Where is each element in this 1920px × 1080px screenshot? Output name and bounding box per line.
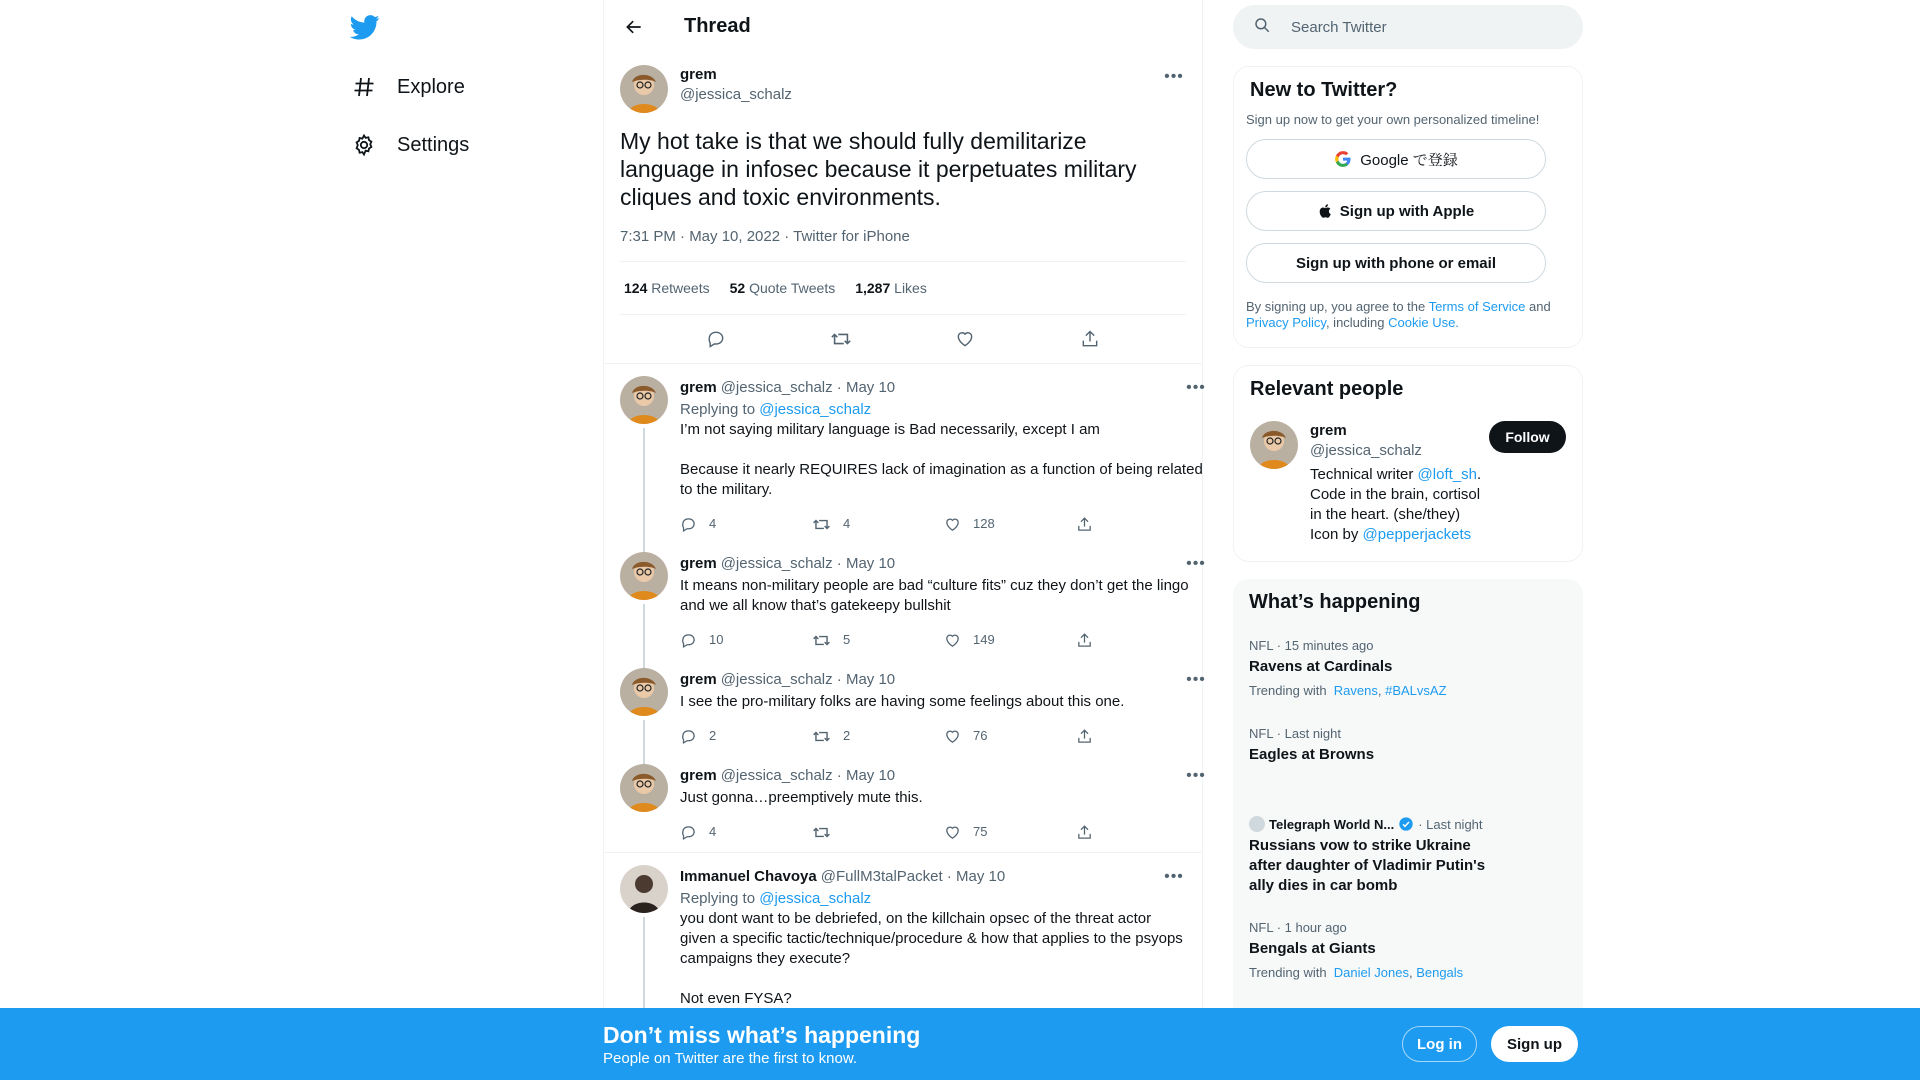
apple-signup-label: Sign up with Apple [1339, 202, 1475, 220]
reply-handle-date[interactable]: @jessica_schalz · May 10 [720, 379, 896, 396]
likes-stat[interactable]: 1,287 Likes [855, 280, 927, 296]
avatar[interactable] [620, 376, 668, 424]
tweet-stats [620, 262, 1186, 315]
share-button[interactable] [1076, 632, 1208, 649]
retweet-button[interactable]: 2 [812, 726, 944, 746]
reply-author-name[interactable]: Immanuel Chavoya [680, 868, 817, 885]
trend-title: Eagles at Browns [1249, 746, 1375, 763]
tweet-timestamp[interactable]: 7:31 PM · May 10, 2022 · Twitter for iPhone [620, 228, 1186, 262]
retweet-button[interactable] [812, 823, 944, 842]
gear-icon [351, 132, 377, 158]
signup-card [1233, 66, 1583, 348]
retweet-icon [812, 631, 831, 650]
trend-meta: NFL · Last night [1249, 726, 1342, 741]
phone-email-signup-label: Sign up with phone or email [1295, 254, 1496, 272]
reply-text: Just gonna…preemptively mute this. [680, 789, 923, 806]
reply-tweet[interactable] [604, 853, 1202, 1009]
focal-tweet [604, 53, 1202, 364]
trend-item[interactable] [1249, 726, 1567, 794]
more-options-icon[interactable]: ••• [1186, 767, 1206, 784]
phone-email-signup-button[interactable] [1246, 243, 1546, 283]
share-icon [1076, 728, 1093, 745]
thread-header [604, 0, 1202, 53]
more-options-icon[interactable]: ••• [1164, 868, 1184, 885]
apple-signup-button[interactable] [1246, 191, 1546, 231]
trend-title: Ravens at Cardinals [1249, 658, 1393, 675]
reply-icon [680, 728, 697, 745]
nav-explore[interactable] [345, 63, 473, 111]
more-options-icon[interactable]: ••• [1186, 671, 1206, 688]
person-name[interactable]: grem [1310, 422, 1347, 439]
trend-with: Trending with Daniel Jones, Bengals [1249, 965, 1464, 980]
bio-link-loft[interactable]: @loft_sh [1417, 466, 1477, 483]
trend-link[interactable]: Ravens [1333, 683, 1378, 698]
more-options-icon[interactable]: ••• [1164, 68, 1184, 85]
avatar[interactable] [620, 764, 668, 812]
signup-title: New to Twitter? [1250, 79, 1398, 101]
trend-meta: NFL · 1 hour ago [1249, 920, 1347, 935]
like-button[interactable]: 75 [944, 822, 1076, 842]
back-arrow-icon[interactable] [620, 13, 648, 41]
reply-text: I’m not saying military language is Bad necessarily, except I am Because it nearly REQUIRES lack of imagination as a function of being related to the military. [680, 421, 1203, 498]
relevant-person[interactable] [1246, 421, 1566, 545]
replying-to: Replying to @jessica_schalz [680, 401, 872, 418]
like-button[interactable]: 76 [944, 726, 1076, 746]
reply-tweet[interactable] [604, 540, 1206, 656]
avatar[interactable] [620, 552, 668, 600]
nav-explore-label: Explore [397, 75, 465, 98]
like-icon [944, 632, 961, 649]
share-icon [1076, 824, 1093, 841]
reply-tweet[interactable] [604, 364, 1206, 540]
bio-link-pepperjackets[interactable]: @pepperjackets [1362, 526, 1472, 543]
signup-subtitle: Sign up now to get your own personalized timeline! [1246, 112, 1540, 127]
like-icon [944, 516, 961, 533]
tweet-actions [604, 315, 1202, 364]
reply-author-name[interactable]: grem [680, 671, 717, 688]
nav-settings-label: Settings [397, 133, 470, 156]
replying-to: Replying to @jessica_schalz [680, 890, 872, 907]
twitter-logo-icon[interactable] [350, 12, 382, 44]
reply-icon [680, 824, 697, 841]
retweet-icon [812, 727, 831, 746]
terms-link[interactable]: Terms of Service [1428, 299, 1526, 314]
whats-happening-panel [1233, 579, 1583, 1079]
trend-item[interactable] [1249, 816, 1567, 896]
retweet-icon [812, 823, 831, 842]
reply-text: you dont want to be debriefed, on the killchain opsec of the threat actor given a specific tactic/technique/procedure & how that applies to the psyops campaigns they execute? Not even FYSA? [680, 910, 1183, 1007]
reply-handle-date[interactable]: @jessica_schalz · May 10 [720, 767, 896, 784]
retweet-button[interactable]: 5 [812, 630, 944, 650]
reply-handle-date[interactable]: @FullM3talPacket · May 10 [820, 868, 1006, 885]
like-icon[interactable] [954, 328, 976, 350]
avatar[interactable] [1250, 421, 1298, 469]
trends-title: What’s happening [1249, 591, 1421, 613]
reply-text: It means non-military people are bad “culture fits” cuz they don’t get the lingo and we all know that’s gatekeepy bullshit [680, 577, 1193, 614]
search-icon [1253, 16, 1271, 39]
reply-author-name[interactable]: grem [680, 379, 717, 396]
quotes-stat[interactable]: 52 Quote Tweets [729, 280, 836, 296]
retweet-icon[interactable] [830, 328, 852, 350]
share-button[interactable] [1076, 728, 1208, 745]
reply-button[interactable]: 2 [680, 726, 812, 746]
reply-tweet[interactable] [604, 656, 1206, 752]
trend-item[interactable] [1249, 920, 1567, 980]
avatar[interactable] [620, 865, 668, 913]
main-column [603, 0, 1206, 1080]
google-signup-label: Google で登録 [1360, 151, 1458, 169]
thread-line [643, 917, 645, 1021]
trend-with: Trending with Ravens, #BALvsAZ [1249, 683, 1447, 698]
replying-to-link[interactable]: @jessica_schalz [759, 890, 872, 907]
search-input[interactable] [1291, 19, 1551, 36]
signup-legal: By signing up, you agree to the Terms of Service and Privacy Policy, including Cookie Use. [1246, 299, 1551, 330]
reply-button[interactable]: 4 [680, 514, 812, 534]
page-title: Thread [684, 15, 751, 37]
relevant-people-title: Relevant people [1250, 378, 1404, 400]
hashtag-icon [351, 74, 377, 100]
reply-icon [680, 516, 697, 533]
reply-author-name[interactable]: grem [680, 767, 717, 784]
share-icon [1076, 516, 1093, 533]
reply-button[interactable]: 10 [680, 630, 812, 650]
more-options-icon[interactable]: ••• [1186, 379, 1206, 396]
banner-subtext: People on Twitter are the first to know. [603, 1050, 858, 1067]
signup-banner [0, 1008, 1920, 1080]
reply-author-name[interactable]: grem [680, 555, 717, 572]
follow-button[interactable]: Follow [1489, 421, 1566, 453]
login-button[interactable]: Log in [1402, 1026, 1477, 1062]
google-icon [1334, 150, 1352, 168]
retweet-button[interactable]: 4 [812, 514, 944, 534]
author-name[interactable]: grem [680, 66, 717, 83]
trend-source: Telegraph World N... · Last night [1249, 816, 1567, 832]
trend-title: Russians vow to strike Ukraine after daughter of Vladimir Putin's ally dies in car bomb [1249, 837, 1486, 894]
verified-badge-icon [1398, 816, 1414, 832]
reply-tweet[interactable] [604, 752, 1206, 853]
retweets-stat[interactable]: 124 Retweets [624, 280, 710, 296]
share-icon [1076, 632, 1093, 649]
search-box[interactable] [1233, 5, 1583, 49]
cookie-link[interactable]: Cookie Use. [1388, 315, 1459, 330]
news-source-avatar [1249, 816, 1265, 832]
share-button[interactable] [1076, 824, 1208, 841]
relevant-people-card [1233, 365, 1583, 562]
reply-handle-date[interactable]: @jessica_schalz · May 10 [720, 671, 896, 688]
reply-button[interactable]: 4 [680, 822, 812, 842]
trend-link[interactable]: Daniel Jones [1333, 965, 1409, 980]
banner-headline: Don’t miss what’s happening [603, 1022, 921, 1048]
signup-button[interactable]: Sign up [1491, 1026, 1578, 1062]
person-bio: Technical writer @loft_sh. Code in the brain, cortisol in the heart. (she/they) Icon by @pepperjackets [1310, 466, 1482, 543]
trend-link[interactable]: Bengals [1416, 965, 1464, 980]
more-options-icon[interactable]: ••• [1186, 555, 1206, 572]
avatar[interactable] [620, 65, 668, 113]
right-sidebar [1233, 0, 1583, 1079]
tweet-text: My hot take is that we should fully demilitarize language in infosec because it perpetuates military cliques and toxic environments. [620, 128, 1137, 210]
like-icon [944, 824, 961, 841]
trend-link[interactable]: #BALvsAZ [1385, 683, 1447, 698]
person-handle[interactable]: @jessica_schalz [1310, 442, 1422, 459]
retweet-icon [812, 515, 831, 534]
avatar[interactable] [620, 668, 668, 716]
reply-icon [680, 632, 697, 649]
like-button[interactable]: 149 [944, 630, 1076, 650]
trend-item[interactable] [1249, 638, 1567, 698]
reply-handle-date[interactable]: @jessica_schalz · May 10 [720, 555, 896, 572]
google-signup-button[interactable] [1246, 139, 1546, 179]
like-button[interactable]: 128 [944, 514, 1076, 534]
author-handle[interactable]: @jessica_schalz [680, 86, 792, 103]
thread-line [643, 428, 645, 552]
share-icon[interactable] [1079, 328, 1101, 350]
reply-text: I see the pro-military folks are having some feelings about this one. [680, 693, 1125, 710]
replying-to-link[interactable]: @jessica_schalz [759, 401, 872, 418]
trend-title: Bengals at Giants [1249, 940, 1376, 957]
apple-icon [1318, 202, 1334, 220]
reply-icon[interactable] [705, 328, 727, 350]
share-button[interactable] [1076, 516, 1208, 533]
nav-settings[interactable] [345, 121, 477, 169]
privacy-link[interactable]: Privacy Policy [1246, 315, 1326, 330]
trend-meta: NFL · 15 minutes ago [1249, 638, 1374, 653]
like-icon [944, 728, 961, 745]
